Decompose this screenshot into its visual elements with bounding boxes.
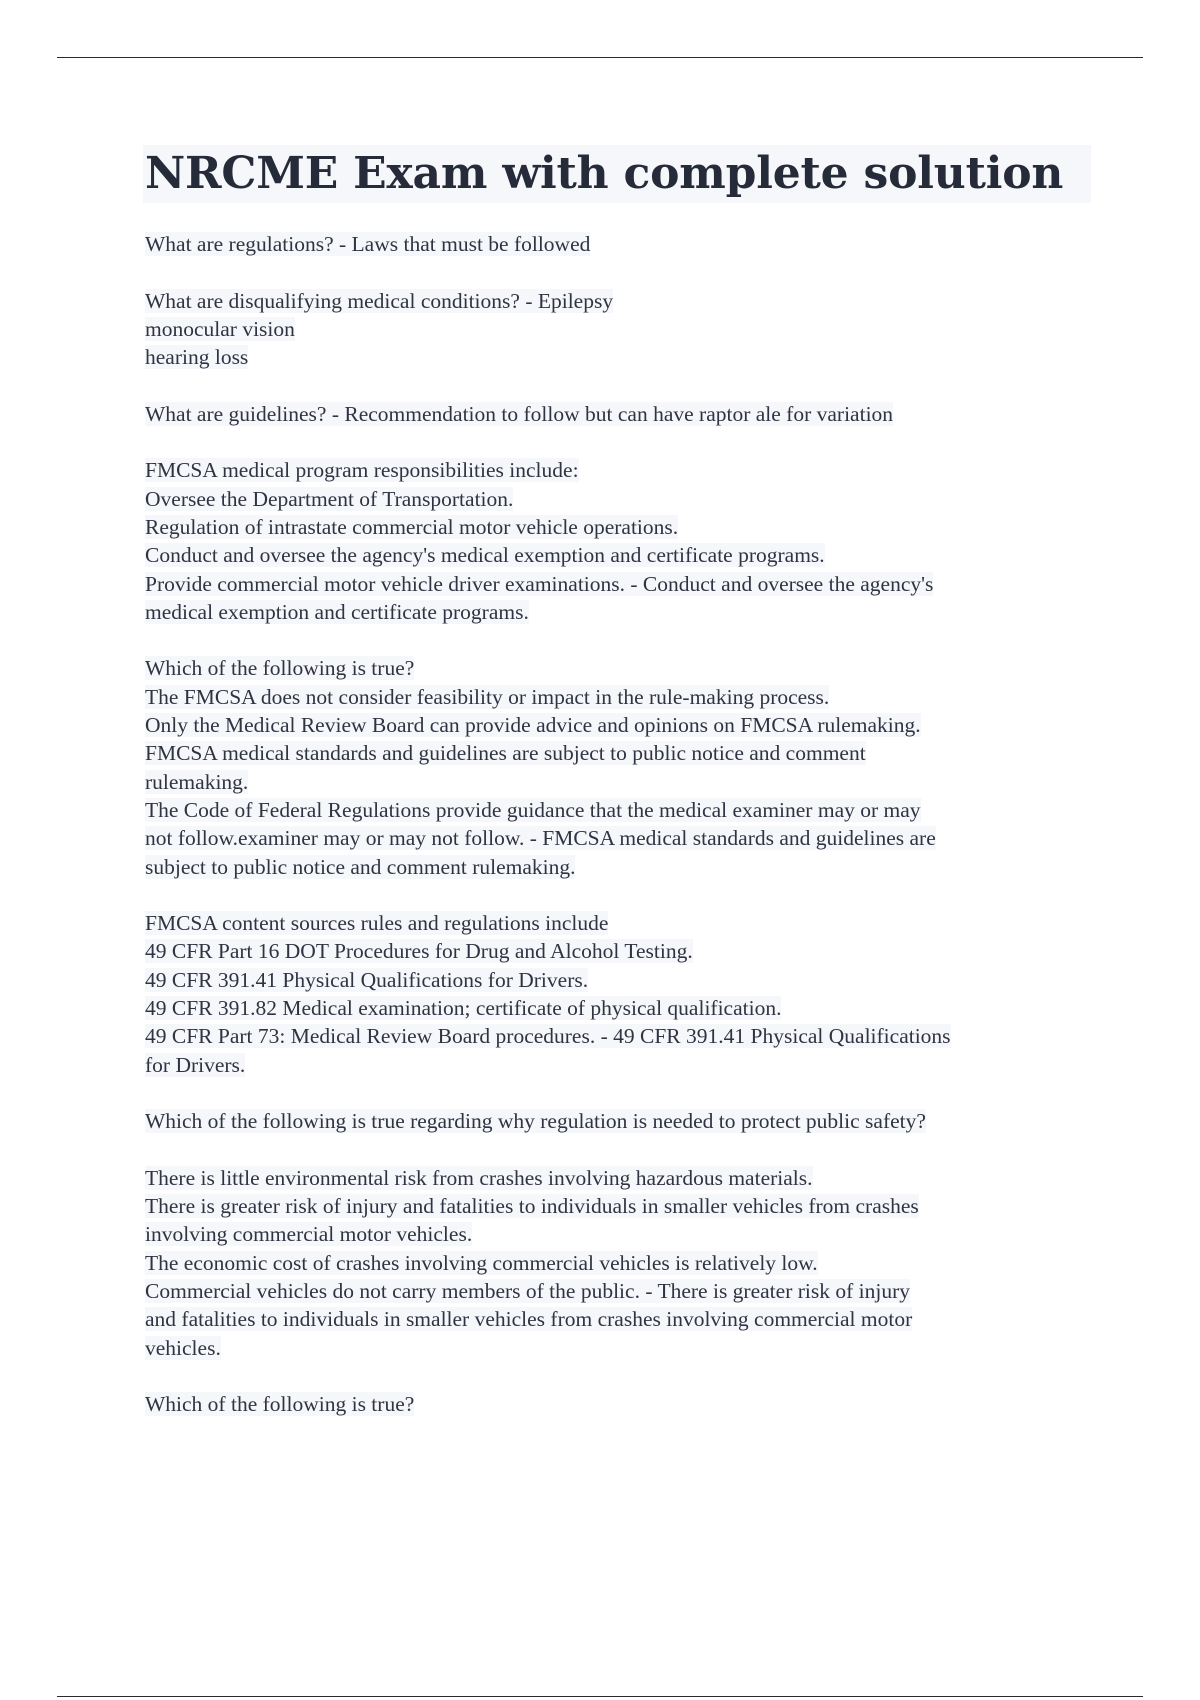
text-line: Which of the following is true regarding why regulation is needed to protect public safety? [145, 1109, 926, 1134]
text-line: What are guidelines? - Recommendation to follow but can have raptor ale for variation [145, 401, 894, 426]
qa-block-content-sources [145, 909, 1105, 1079]
top-rule [57, 57, 1143, 58]
text-line: What are disqualifying medical conditions? - Epilepsy [145, 288, 614, 313]
text-line: not follow.examiner may or may not follow. - FMCSA medical standards and guidelines are [145, 826, 936, 851]
text-line: The Code of Federal Regulations provide guidance that the medical examiner may or may [145, 797, 921, 822]
text-line: and fatalities to individuals in smaller vehicles from crashes involving commercial motor [145, 1307, 913, 1332]
text-line: for Drivers. [145, 1052, 246, 1077]
text-line: FMCSA content sources rules and regulations include [145, 911, 609, 936]
text-line: Regulation of intrastate commercial motor vehicle operations. [145, 514, 679, 539]
bottom-rule [57, 1696, 1143, 1697]
text-line: 49 CFR 391.82 Medical examination; certificate of physical qualification. [145, 996, 782, 1021]
text-line: FMCSA medical program responsibilities include: [145, 458, 579, 483]
qa-block-which-true-2 [145, 1390, 1105, 1418]
text-line: rulemaking. [145, 769, 249, 794]
text-line: 49 CFR Part 16 DOT Procedures for Drug and Alcohol Testing. [145, 939, 693, 964]
text-line: There is little environmental risk from crashes involving hazardous materials. [145, 1165, 813, 1190]
text-line: medical exemption and certificate programs. [145, 599, 529, 624]
text-line: There is greater risk of injury and fatalities to individuals in smaller vehicles from crashes [145, 1194, 919, 1219]
text-line: FMCSA medical standards and guidelines are subject to public notice and comment [145, 741, 866, 766]
text-line: Oversee the Department of Transportation. [145, 486, 514, 511]
text-line: vehicles. [145, 1335, 221, 1360]
qa-block-disqualifying-conditions [145, 287, 1105, 372]
text-line: Conduct and oversee the agency's medical exemption and certificate programs. [145, 543, 825, 568]
text-line: 49 CFR Part 73: Medical Review Board procedures. - 49 CFR 391.41 Physical Qualifications [145, 1024, 951, 1049]
text-line: Only the Medical Review Board can provide advice and opinions on FMCSA rulemaking. [145, 713, 921, 738]
qa-block-guidelines [145, 400, 1105, 428]
qa-block-public-safety-options [145, 1164, 1105, 1362]
text-line: Commercial vehicles do not carry members of the public. - There is greater risk of injury [145, 1278, 910, 1303]
text-line: involving commercial motor vehicles. [145, 1222, 473, 1247]
text-line: Which of the following is true? [145, 1392, 415, 1417]
page-title: NRCME Exam with complete solution [145, 148, 1064, 199]
text-line: What are regulations? - Laws that must be followed [145, 232, 591, 256]
text-line: The FMCSA does not consider feasibility or impact in the rule-making process. [145, 684, 830, 709]
qa-block-fmcsa-responsibilities [145, 456, 1105, 626]
text-line: hearing loss [145, 345, 249, 370]
qa-block-public-safety-question [145, 1107, 1105, 1135]
text-line: monocular vision [145, 316, 295, 341]
text-line: 49 CFR 391.41 Physical Qualifications for Drivers. [145, 967, 589, 992]
text-line: Which of the following is true? [145, 656, 415, 681]
text-line: The economic cost of crashes involving commercial vehicles is relatively low. [145, 1250, 818, 1275]
text-line: Provide commercial motor vehicle driver examinations. - Conduct and oversee the agency's [145, 571, 934, 596]
text-line: subject to public notice and comment rulemaking. [145, 854, 576, 879]
qa-block-which-true-1 [145, 654, 1105, 880]
document-body [145, 230, 1105, 1418]
qa-block-regulations [145, 230, 1105, 258]
